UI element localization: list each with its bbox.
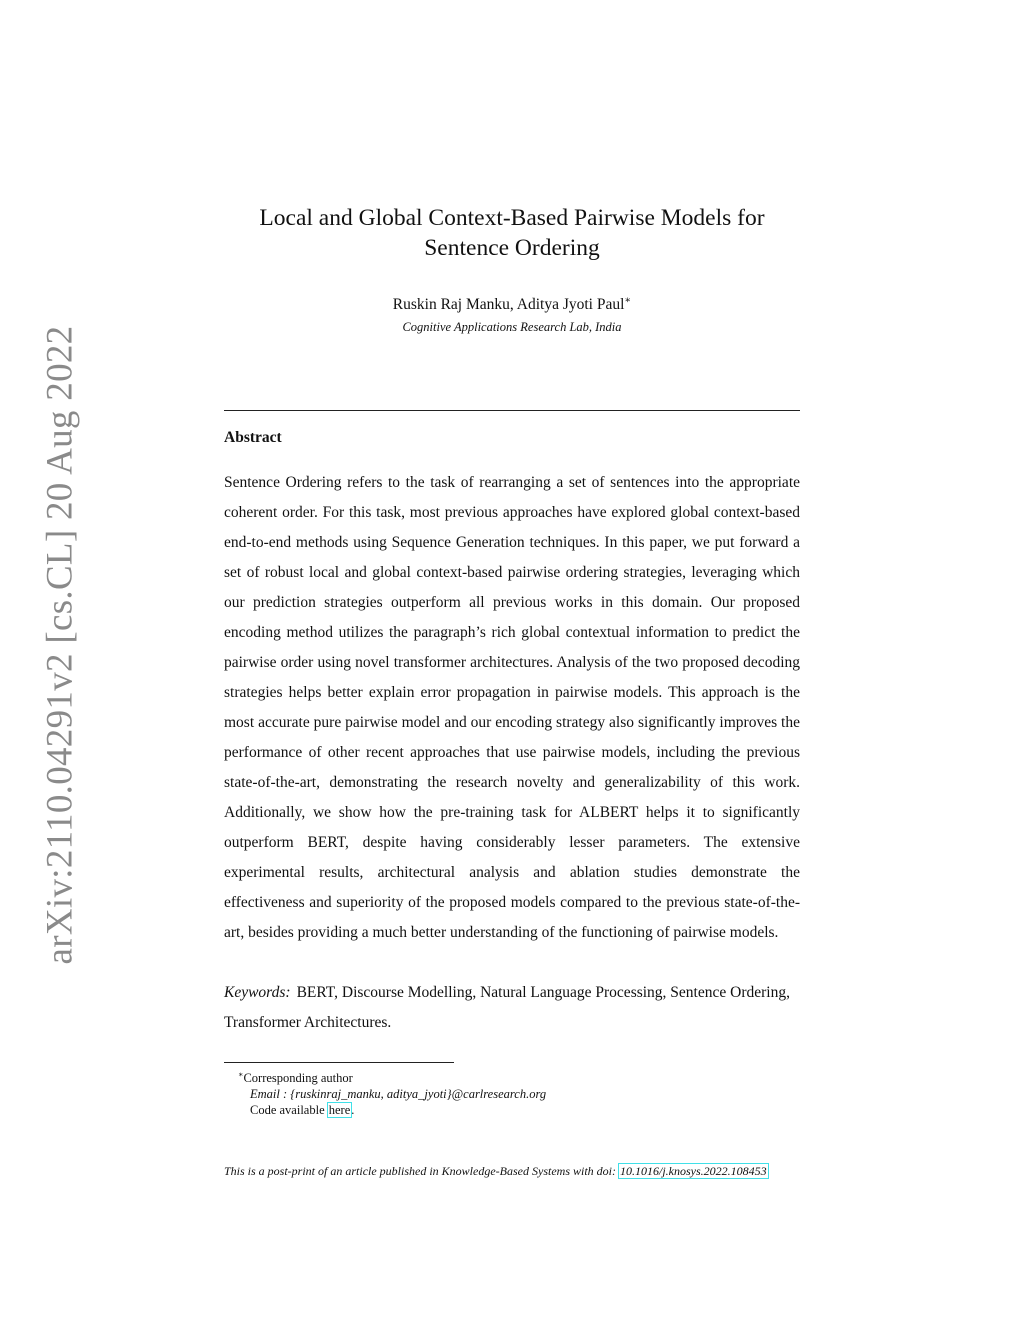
footnote-rule (224, 1062, 454, 1063)
title-line-2: Sentence Ordering (424, 235, 600, 261)
corresponding-author-marker: ∗ (624, 295, 632, 306)
keywords-text: BERT, Discourse Modelling, Natural Language Processing, Sentence Ordering, Transformer Architectures. (224, 984, 790, 1031)
author-names: Ruskin Raj Manku, Aditya Jyoti Paul (392, 296, 625, 314)
footnote-corresponding-text: Corresponding author (243, 1071, 353, 1086)
footnote-code-suffix: . (351, 1103, 355, 1118)
footnote (238, 1067, 546, 1118)
postprint-text: This is a post-print of an article published in Knowledge-Based Systems with doi: (224, 1164, 619, 1178)
keywords-label: Keywords: (224, 984, 291, 1001)
footnote-code-prefix: Code available (250, 1103, 328, 1118)
abstract-top-rule (224, 410, 800, 411)
footnote-marker: ∗ (238, 1070, 244, 1079)
abstract-body: Sentence Ordering refers to the task of rearranging a set of sentences into the appropriate coherent order. For this task, most previous approaches have explored global context-based end-to-end methods using Sequence Generation techniques. In this paper, we put forward a set of robust local and global context-based pairwise ordering strategies, leveraging which our prediction strategies outperform all previous works in this domain. Our proposed encoding method utilizes the paragraph’s rich global contextual information to predict the pairwise order using novel transformer architectures. Analysis of the two proposed decoding strategies helps better explain error propagation in pairwise models. This approach is the most accurate pure pairwise model and our encoding strategy also significantly improves the performance of other recent approaches that use pairwise models, including the previous state-of-the-art, demonstrating the research novelty and generalizability of this work. Additionally, we show how the pre-training task for ALBERT helps it to significantly outperform BERT, despite having considerably lesser parameters. The extensive experimental results, architectural analysis and ablation studies demonstrate the effectiveness and superiority of the proposed models compared to the previous state-of-the-art, besides providing a much better understanding of the functioning of pairwise models. (224, 474, 800, 941)
paper-title (224, 203, 800, 263)
keywords (224, 978, 800, 1038)
doi-link[interactable]: 10.1016/j.knosys.2022.108453 (620, 1164, 767, 1178)
arxiv-identifier-stamp: arXiv:2110.04291v2 [cs.CL] 20 Aug 2022 (39, 325, 81, 965)
code-here-link[interactable]: here (328, 1103, 351, 1118)
postprint-notice (224, 1163, 768, 1179)
footnote-email: Email : {ruskinraj_manku, aditya_jyoti}@carlresearch.org (250, 1087, 547, 1102)
footnote-corresponding (238, 1067, 546, 1086)
footnote-code (238, 1102, 546, 1118)
abstract-heading: Abstract (224, 429, 282, 446)
author-affiliation: Cognitive Applications Research Lab, India (402, 320, 622, 334)
title-line-1: Local and Global Context-Based Pairwise Models for (259, 205, 765, 231)
author-list (224, 291, 800, 315)
